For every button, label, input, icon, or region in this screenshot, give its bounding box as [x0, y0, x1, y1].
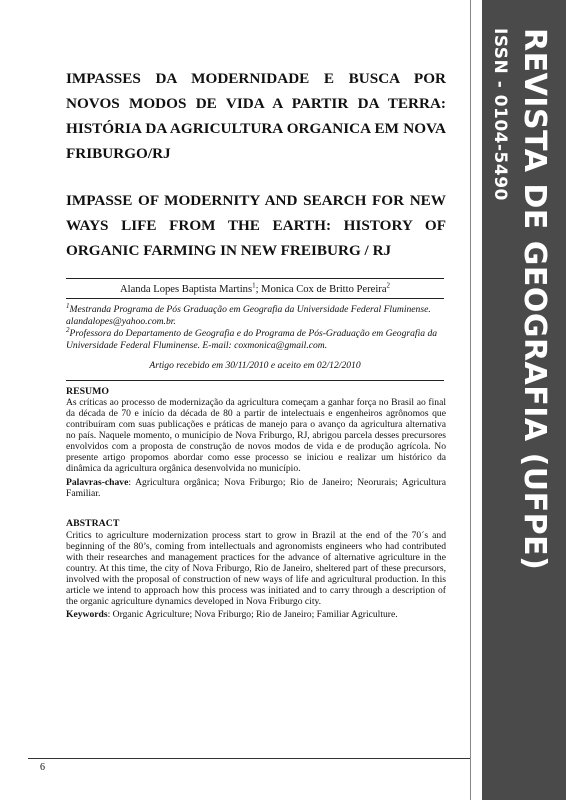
title-divider: [66, 278, 444, 279]
abstract-heading: ABSTRACT: [66, 518, 120, 529]
title-english: IMPASSE OF MODERNITY AND SEARCH FOR NEW WAYS LIFE FROM THE EARTH: HISTORY OF ORGANIC FARMING IN NEW FREIBURG / RJ: [66, 192, 446, 259]
keywords-text-pt: : Agricultura orgânica; Nova Friburgo; Rio de Janeiro; Neorurais; Agricultura Familiar.: [66, 477, 446, 499]
abstract-keywords: [66, 609, 446, 620]
author-list: [66, 281, 444, 295]
author-divider: [66, 298, 444, 299]
resumo-heading: RESUMO: [66, 386, 110, 397]
author-1: Alanda Lopes Baptista Martins: [119, 284, 253, 295]
issn-label: ISSN - 0104-5490: [490, 28, 510, 201]
author-1-marker: 1: [252, 281, 256, 290]
resumo-body: As críticas ao processo de modernização da agricultura começam a ganhar força no Brasil ao final da década de 70 e início da década de 80 a partir de intelectuais e engenheiros agrônomos que contribuíram com suas publicações e práticas de manejo para o avanço da agricultura alternativa no país. Naquele momento, o município de Nova Friburgo, RJ, abrigou parcela desses precursores envolvidos com a proposta de construção de novos modos de vida e de produção agrícola. No presente artigo propomos abordar como esse processo se iniciou e realizar um histórico da dinâmica da agricultura orgânica desenvolvida no município.: [66, 397, 446, 474]
footer-rule: [28, 758, 470, 759]
journal-name: REVISTA DE GEOGRAFIA (UFPE): [517, 28, 552, 571]
author-2-marker: 2: [386, 281, 391, 290]
abstract-body: Critics to agriculture modernization process start to grow in Brazil at the end of the 70´s and beginning of the 80’s, coming from intellectuals and agronomists engineers who had contributed with their researches and management practices for the advance of alternative agriculture in the country. At this time, the city of Nova Friburgo, Rio de Janeiro, sheltered part of these precursors, involved with the proposal of construction of new ways of life and agricultural production. In this article we intend to approach how this process was initiated and to carry through a description of the organic agriculture dynamics developed in Nova Friburgo city.: [66, 530, 446, 607]
margin-line: [470, 0, 471, 800]
resumo-divider: [66, 380, 444, 381]
keywords-label-pt: Palavras-chave: [66, 477, 129, 488]
affiliation-1: $^1$Mestranda Programa de Pós Graduação em Geografia da Universidade Federal Fluminense. alandalopes@yahoo.com.br.: [66, 301, 431, 327]
affiliation-2: $^2$Professora do Departamento de Geografia e do Programa de Pós-Graduação em Geografia da Universidade Federal Fluminense. E-mail: coxmonica@gmail.com.: [66, 325, 438, 351]
keywords-label-en: Keywords: [66, 609, 108, 620]
resumo-keywords: [66, 477, 446, 499]
author-2: ; Monica Cox de Britto Pereira: [255, 284, 387, 295]
title-portuguese: IMPASSES DA MODERNIDADE E BUSCA POR NOVOS MODOS DE VIDA A PARTIR DA TERRA: HISTÓRIA DA AGRICULTURA ORGANICA EM NOVA FRIBURGO/RJ: [66, 70, 446, 162]
page-number: 6: [40, 762, 45, 773]
received-date: Artigo recebido em 30/11/2010 e aceito em 02/12/2010: [149, 360, 361, 371]
keywords-text-en: : Organic Agriculture; Nova Friburgo; Rio de Janeiro; Familiar Agriculture.: [107, 609, 398, 620]
